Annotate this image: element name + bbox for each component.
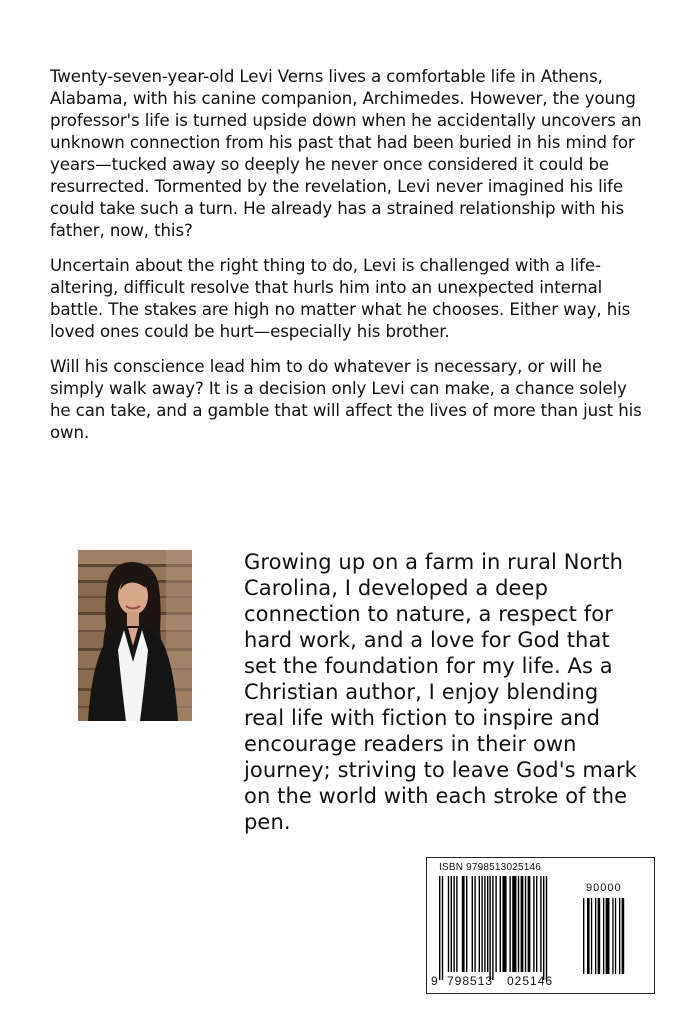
author-bio: Growing up on a farm in rural North Carolina, I developed a deep connection to nature, a respect for hard work, and a love for God that set the foundation for my life. As a Christian author, I enjoy blending real life with fiction to inspire and encourage readers in their own journey; striving to leave God's mark on the world with each stroke of the pen. [244,550,637,834]
barcode-digit-first: 9 [431,974,439,988]
blurb-paragraph: Uncertain about the right thing to do, Levi is challenged with a life-altering, difficult resolve that hurls him into an unexpected internal battle. The stakes are high no matter what he chooses. Either way, his loved ones could be hurt—especially his brother. [50,256,631,341]
blurb-paragraph: Will his conscience lead him to do whatever is necessary, or will he simply walk away? It is a decision only Levi can make, a chance solely he can take, and a gamble that will affect the lives of more than just his own. [50,357,642,442]
barcode-digits-left: 798513 [447,974,494,988]
barcode-addon-number: 90000 [586,882,622,894]
isbn-label: ISBN 9798513025146 [439,862,542,873]
blurb-paragraph: Twenty-seven-year-old Levi Verns lives a comfortable life in Athens, Alabama, with his canine companion, Archimedes. However, the young professor's life is turned upside down when he accidentally uncovers an unknown connection from his past that had been buried in his mind for years—tucked away so deeply he never once considered it could be resurrected. Tormented by the revelation, Levi never imagined his life could take such a turn. He already has a strained relationship with his father, now, this? [50,67,642,240]
back-cover-blurb [50,66,650,457]
author-photo [78,550,192,721]
barcode-digits-right: 025146 [507,974,554,988]
isbn-barcode [426,857,655,994]
